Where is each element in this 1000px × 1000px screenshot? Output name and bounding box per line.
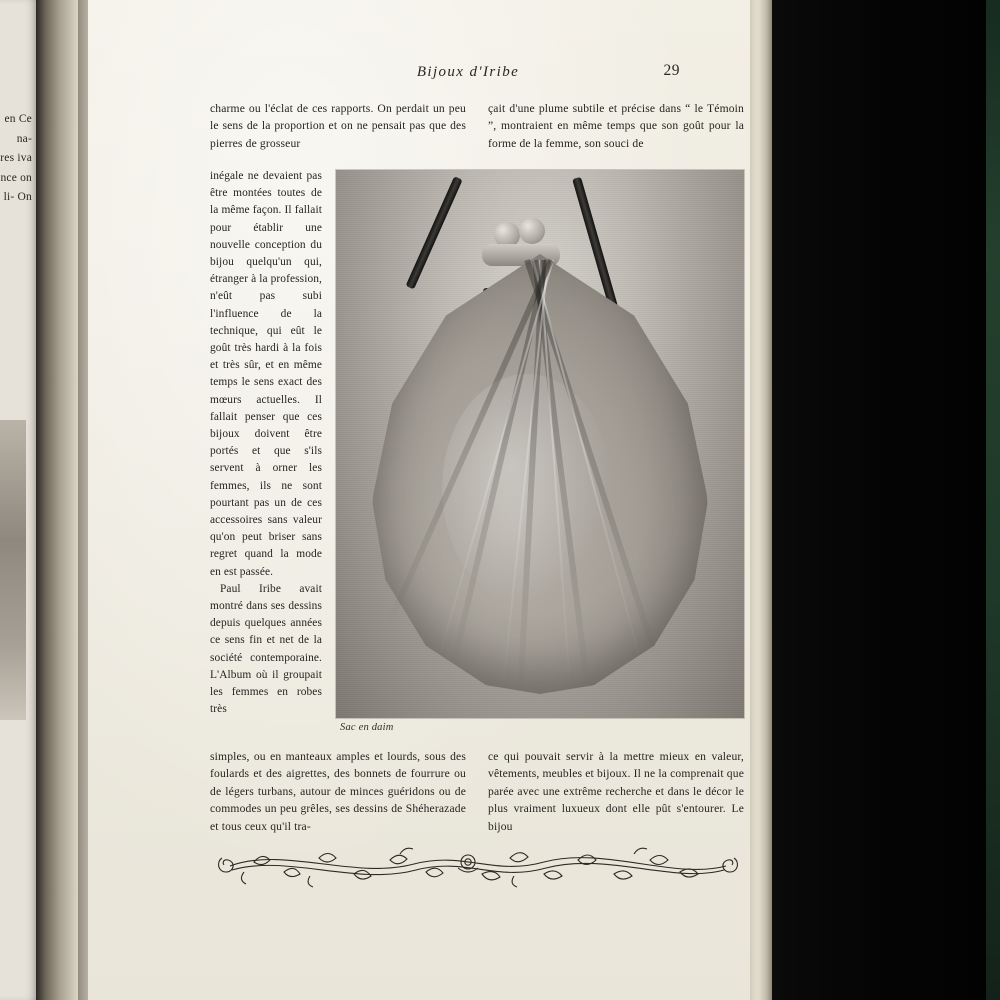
book-cover-edge xyxy=(986,0,1000,1000)
top-column-right xyxy=(488,100,744,152)
floral-rinceau-ornament xyxy=(214,836,742,896)
bottom-text-columns xyxy=(210,748,744,835)
bottom-column-right xyxy=(488,748,744,835)
running-head xyxy=(208,64,728,81)
background-dark-band xyxy=(772,0,1000,1000)
page-recto xyxy=(88,0,772,1000)
paragraph: charme ou l'éclat de ces rapports. On perdait un peu le sens de la proportion et on ne pensait pas que des pierres de grosseur xyxy=(210,102,466,150)
paragraph: çait d'une plume subtile et précise dans “ le Témoin ”, montraient en même temps que son goût pour la forme de la femme, son souci de xyxy=(488,102,744,150)
side-text-column xyxy=(210,168,322,719)
page-edge xyxy=(750,0,772,1000)
paragraph: ce qui pouvait servir à la mettre mieux en valeur, vêtements, meubles et bijoux. Il ne la comprenait que parée avec une extrême recherche et dans le décor le plus vraiment luxueux dont elle pût s'entourer. Le bijou xyxy=(488,750,744,833)
top-text-columns xyxy=(210,100,744,152)
previous-page-image-fragment xyxy=(0,420,26,720)
paragraph: simples, ou en manteaux amples et lourds, sous des foulards et des aigrettes, des bonnets de fourrure ou de légers turbans, autour de minces guéridons ou de commodes un peu grêles, ses dessins de Shéherazade et tous ceux qu'il tra- xyxy=(210,750,466,833)
figure-photograph-handbag xyxy=(336,170,744,718)
paragraph: Paul Iribe avait montré dans ses dessins depuis quelques années ce sens fin et net de la société contemporaine. L'Album où il groupait les femmes en robes très xyxy=(210,582,322,716)
bag-body xyxy=(372,254,708,694)
clasp-knob-right xyxy=(519,218,545,244)
top-column-left xyxy=(210,100,466,152)
running-head-title: Bijoux d'Iribe xyxy=(416,64,520,80)
figure-caption: Sac en daim xyxy=(340,722,394,733)
previous-page-text: en Ce na- res iva nce on li- On xyxy=(0,113,32,203)
bottom-column-left xyxy=(210,748,466,835)
page-number: 29 xyxy=(663,62,680,79)
previous-page-fragment xyxy=(0,0,36,1000)
paragraph: inégale ne devaient pas être montées toutes de la même façon. Il fallait pour établir une nouvelle conception du bijou quelqu'un qui, étranger à la profession, n'eût pas subi l'influence de la technique, qui eût le goût très hardi à la fois et très sûr, et en même temps le sens exact des mœurs actuelles. Il fallait penser que ces bijoux doivent être portés et que s'ils servent à orner les femmes, ils ne sont pourtant pas un de ces accessoires sans valeur qu'on peut briser sans regret quand la mode en est passée. xyxy=(210,170,322,578)
